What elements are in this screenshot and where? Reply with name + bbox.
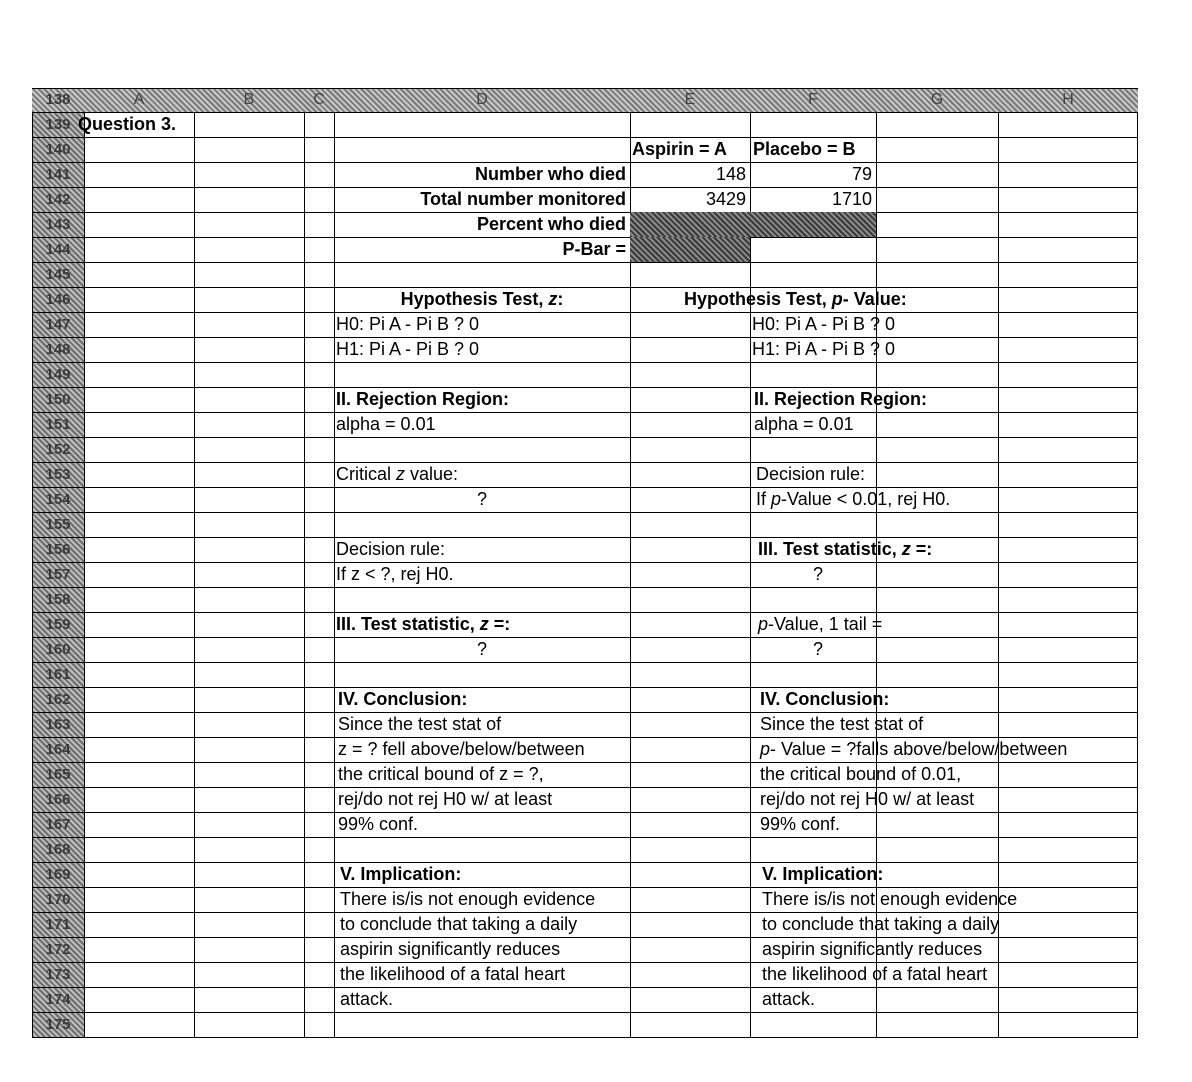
died-b[interactable]: 79 xyxy=(851,164,872,184)
row-header-171[interactable]: 171 xyxy=(32,912,84,937)
row-header-172[interactable]: 172 xyxy=(32,937,84,962)
percent-died-fill xyxy=(630,212,876,237)
left-c4[interactable]: rej/do not rej H0 w/ at least xyxy=(338,789,553,809)
grid-line xyxy=(32,687,1138,688)
grid-line xyxy=(32,562,1138,563)
grid-line xyxy=(32,862,1138,863)
grid-line xyxy=(32,88,1138,89)
left-critical[interactable]: Critical z value: xyxy=(336,464,459,484)
row-header-145[interactable]: 145 xyxy=(32,262,84,287)
row-header-151[interactable]: 151 xyxy=(32,412,84,437)
column-header-g[interactable]: G xyxy=(930,91,944,108)
right-c4[interactable]: rej/do not rej H0 w/ at least xyxy=(760,789,975,809)
column-header-h[interactable]: H xyxy=(1062,91,1074,108)
died-a[interactable]: 148 xyxy=(715,164,746,184)
row-header-138[interactable]: 138 xyxy=(45,91,71,108)
grid-line xyxy=(32,112,33,1037)
column-header-c[interactable]: C xyxy=(313,91,325,108)
right-teststat[interactable]: III. Test statistic, z =: xyxy=(758,539,933,559)
row-header-161[interactable]: 161 xyxy=(32,662,84,687)
left-decision[interactable]: Decision rule: xyxy=(336,539,446,559)
grid-line xyxy=(32,987,1138,988)
right-c2[interactable]: p- Value = ?falls above/below/between xyxy=(760,739,1068,759)
left-alpha[interactable]: alpha = 0.01 xyxy=(336,414,436,434)
right-alpha[interactable]: alpha = 0.01 xyxy=(754,414,854,434)
column-header-f[interactable]: F xyxy=(808,91,818,108)
pbar-fill xyxy=(630,237,750,262)
right-title[interactable]: Hypothesis Test, p- Value: xyxy=(684,289,907,309)
left-teststat-q[interactable]: ? xyxy=(476,639,487,659)
row-header-163[interactable]: 163 xyxy=(32,712,84,737)
right-i3[interactable]: aspirin significantly reduces xyxy=(762,939,983,959)
row-header-159[interactable]: 159 xyxy=(32,612,84,637)
row-header-149[interactable]: 149 xyxy=(32,362,84,387)
left-title[interactable]: Hypothesis Test, z: xyxy=(400,289,564,309)
row-header-156[interactable]: 156 xyxy=(32,537,84,562)
row-header-142[interactable]: 142 xyxy=(32,187,84,212)
row-header-170[interactable]: 170 xyxy=(32,887,84,912)
column-header-a[interactable]: A xyxy=(133,91,145,108)
row-header-166[interactable]: 166 xyxy=(32,787,84,812)
grid-line xyxy=(32,662,1138,663)
row-header-165[interactable]: 165 xyxy=(32,762,84,787)
grid-line xyxy=(32,462,1138,463)
grid-line xyxy=(32,337,1138,338)
row-header-169[interactable]: 169 xyxy=(32,862,84,887)
row-header-158[interactable]: 158 xyxy=(32,587,84,612)
total-b[interactable]: 1710 xyxy=(831,189,872,209)
right-c1[interactable]: Since the test stat of xyxy=(760,714,924,734)
left-i5[interactable]: attack. xyxy=(340,989,394,1009)
row-header-162[interactable]: 162 xyxy=(32,687,84,712)
right-c3[interactable]: the critical bound of 0.01, xyxy=(760,764,962,784)
row-header-143[interactable]: 143 xyxy=(32,212,84,237)
right-i5[interactable]: attack. xyxy=(762,989,816,1009)
grid-line xyxy=(32,262,1138,263)
grid-line xyxy=(32,362,1138,363)
grid-line xyxy=(32,1037,1138,1038)
row-header-153[interactable]: 153 xyxy=(32,462,84,487)
total-a[interactable]: 3429 xyxy=(705,189,746,209)
left-c5[interactable]: 99% conf. xyxy=(338,814,419,834)
right-teststat-q[interactable]: ? xyxy=(812,564,823,584)
left-h0[interactable]: H0: Pi A - Pi B ? 0 xyxy=(336,314,480,334)
left-h1[interactable]: H1: Pi A - Pi B ? 0 xyxy=(336,339,480,359)
grid-line xyxy=(32,437,1138,438)
right-conclusion[interactable]: IV. Conclusion: xyxy=(760,689,890,709)
row-header-150[interactable]: 150 xyxy=(32,387,84,412)
right-pvalue-q[interactable]: ? xyxy=(812,639,823,659)
grid-line xyxy=(32,137,1138,138)
aspirin-header[interactable]: Aspirin = A xyxy=(632,139,727,159)
column-header-b[interactable]: B xyxy=(243,91,255,108)
left-conclusion[interactable]: IV. Conclusion: xyxy=(338,689,468,709)
pbar-label[interactable]: P-Bar = xyxy=(562,239,626,259)
grid-line xyxy=(32,537,1138,538)
row-header-154[interactable]: 154 xyxy=(32,487,84,512)
grid-line xyxy=(1137,112,1138,1037)
row-header-155[interactable]: 155 xyxy=(32,512,84,537)
right-implication[interactable]: V. Implication: xyxy=(762,864,884,884)
grid-line xyxy=(194,112,195,1037)
grid-line xyxy=(32,812,1138,813)
left-c2[interactable]: z = ? fell above/below/between xyxy=(338,739,585,759)
grid-line xyxy=(32,712,1138,713)
grid-line xyxy=(750,112,751,1037)
left-i4[interactable]: the likelihood of a fatal heart xyxy=(340,964,566,984)
left-rejection[interactable]: II. Rejection Region: xyxy=(336,389,510,409)
row-header-152[interactable]: 152 xyxy=(32,437,84,462)
row-header-173[interactable]: 173 xyxy=(32,962,84,987)
row-header-148[interactable]: 148 xyxy=(32,337,84,362)
right-h1[interactable]: H1: Pi A - Pi B ? 0 xyxy=(752,339,896,359)
row-header-144[interactable]: 144 xyxy=(32,237,84,262)
grid-line xyxy=(32,512,1138,513)
left-i2[interactable]: to conclude that taking a daily xyxy=(340,914,578,934)
left-i1[interactable]: There is/is not enough evidence xyxy=(340,889,596,909)
grid-line xyxy=(32,312,1138,313)
died-label[interactable]: Number who died xyxy=(474,164,626,184)
grid-line xyxy=(32,112,1138,113)
right-rejection[interactable]: II. Rejection Region: xyxy=(754,389,928,409)
grid-line xyxy=(32,587,1138,588)
row-header-175[interactable]: 175 xyxy=(32,1012,84,1037)
grid-line xyxy=(32,412,1138,413)
question-title[interactable]: Question 3. xyxy=(78,114,177,134)
spreadsheet-grid xyxy=(32,88,1138,1048)
row-header-160[interactable]: 160 xyxy=(32,637,84,662)
total-label[interactable]: Total number monitored xyxy=(420,189,626,209)
grid-line xyxy=(304,112,305,1037)
grid-line xyxy=(32,387,1138,388)
column-header-e[interactable]: E xyxy=(684,91,696,108)
row-header-146[interactable]: 146 xyxy=(32,287,84,312)
row-header-168[interactable]: 168 xyxy=(32,837,84,862)
right-rule[interactable]: If p-Value < 0.01, rej H0. xyxy=(756,489,951,509)
grid-line xyxy=(84,112,85,1037)
grid-line xyxy=(32,762,1138,763)
left-c1[interactable]: Since the test stat of xyxy=(338,714,502,734)
row-header-141[interactable]: 141 xyxy=(32,162,84,187)
left-c3[interactable]: the critical bound of z = ?, xyxy=(338,764,544,784)
row-header-139[interactable]: 139 xyxy=(32,112,84,137)
right-i2[interactable]: to conclude that taking a daily xyxy=(762,914,1000,934)
row-header-174[interactable]: 174 xyxy=(32,987,84,1012)
grid-line xyxy=(32,837,1138,838)
right-c5[interactable]: 99% conf. xyxy=(760,814,841,834)
grid-line xyxy=(32,1012,1138,1013)
row-header-140[interactable]: 140 xyxy=(32,137,84,162)
right-pvalue[interactable]: p-Value, 1 tail = xyxy=(758,614,883,634)
grid-line xyxy=(32,612,1138,613)
right-i1[interactable]: There is/is not enough evidence xyxy=(762,889,1018,909)
row-header-167[interactable]: 167 xyxy=(32,812,84,837)
placebo-header[interactable]: Placebo = B xyxy=(753,139,856,159)
left-i3[interactable]: aspirin significantly reduces xyxy=(340,939,561,959)
right-i4[interactable]: the likelihood of a fatal heart xyxy=(762,964,988,984)
row-header-157[interactable]: 157 xyxy=(32,562,84,587)
row-header-147[interactable]: 147 xyxy=(32,312,84,337)
right-h0[interactable]: H0: Pi A - Pi B ? 0 xyxy=(752,314,896,334)
column-header-d[interactable]: D xyxy=(476,91,488,108)
right-decision[interactable]: Decision rule: xyxy=(756,464,866,484)
row-header-164[interactable]: 164 xyxy=(32,737,84,762)
left-teststat[interactable]: III. Test statistic, z =: xyxy=(336,614,511,634)
percent-label[interactable]: Percent who died xyxy=(476,214,626,234)
left-rule[interactable]: If z < ?, rej H0. xyxy=(336,564,454,584)
left-implication[interactable]: V. Implication: xyxy=(340,864,462,884)
left-critical-q[interactable]: ? xyxy=(476,489,487,509)
